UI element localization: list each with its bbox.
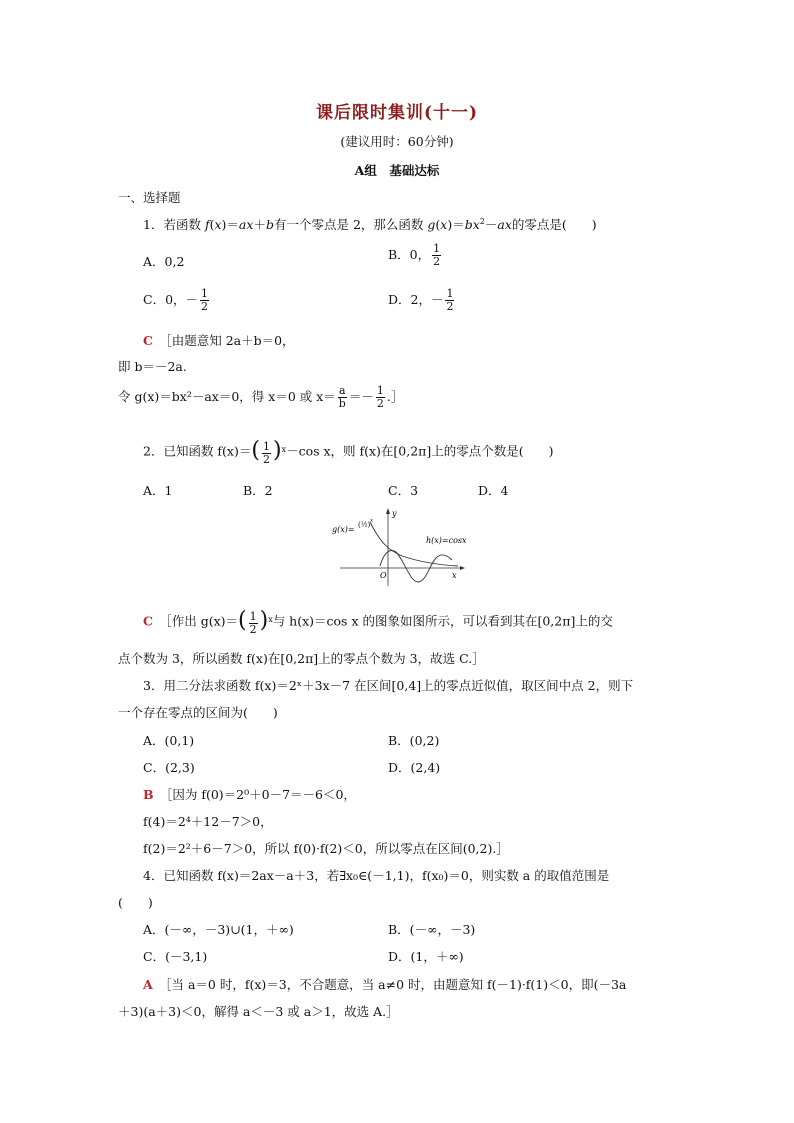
q3-option-d: D．(2,4) — [388, 760, 441, 775]
fraction-half: $\frac{1}{2}$ — [376, 384, 384, 410]
origin-label: O — [380, 571, 387, 580]
x-axis-arrow-icon — [460, 566, 465, 570]
q1-solution-line3: 令 g(x)＝bx²－ax＝0，得 x＝0 或 x＝ $\frac{a}{b}$ ＝－ $\frac{1}{2}$ .］ — [118, 384, 404, 410]
half-power-x: ( $\frac{1}{2}$ )$^x$ — [251, 438, 287, 466]
q2-option-d: D．4 — [478, 483, 509, 498]
fraction-half: $\frac{1}{2}$ — [433, 242, 441, 268]
q3-answer: B — [143, 787, 154, 802]
page-title: 课后限时集训(十一) — [315, 103, 479, 123]
fraction-a-over-b: $\frac{a}{b}$ — [338, 384, 346, 410]
q2-solution-line2: 点个数为 3，所以函数 f(x)在[0,2π]上的零点个数为 3，故选 C.］ — [118, 651, 485, 666]
q3-option-c: C．(2,3) — [143, 760, 195, 775]
q1-solution-line1: C ［由题意知 2a＋b＝0， — [143, 333, 295, 348]
q4-stem-line1: 4．已知函数 f(x)＝2ax－a＋3，若∃x₀∈(－1,1)，f(x₀)＝0，则实数 a 的取值范围是 — [143, 868, 610, 883]
q4-option-b: B．(－∞，－3) — [388, 922, 476, 937]
q3-solution-line2: f(4)＝2⁴＋12－7＞0， — [143, 814, 273, 829]
y-axis-label: y — [392, 509, 397, 518]
group-heading: A组 基础达标 — [354, 163, 440, 178]
q2-option-c: C．3 — [388, 483, 419, 498]
q1-option-b: B．0， $\frac{1}{2}$ — [388, 242, 441, 268]
q2-option-b: B．2 — [243, 483, 273, 498]
q1-option-c: C．0，－ $\frac{1}{2}$ — [143, 287, 209, 313]
fraction-half: $\frac{1}{2}$ — [201, 287, 209, 313]
q2-option-a: A．1 — [143, 483, 173, 498]
x-axis-label: x — [452, 571, 457, 580]
g-label-exp: x — [370, 518, 374, 524]
q4-option-c: C．(－3,1) — [143, 949, 208, 964]
g-label: g(x)= — [332, 525, 355, 534]
y-axis-arrow-icon — [386, 508, 390, 514]
q1-stem: 1．若函数 f(x)＝ax＋b有一个零点是 2，那么函数 $g(x)=bx^2-ax$的零点是( ) — [143, 216, 597, 232]
q4-stem-line2: ( ) — [118, 895, 153, 910]
q1-solution-line2: 即 b＝－2a. — [118, 359, 187, 374]
q4-option-d: D．(1，＋∞) — [388, 949, 464, 964]
q4-option-a: A．(－∞，－3)∪(1，＋∞) — [143, 922, 294, 937]
q3-stem-line2: 一个存在零点的区间为( ) — [118, 705, 278, 720]
q4-solution-line1: A ［当 a＝0 时，f(x)＝3，不合题意，当 a≠0 时，由题意知 f(－1)·f(1)＜0，即(－3a — [143, 977, 627, 992]
q1-option-a: A．0,2 — [143, 254, 185, 269]
time-hint: (建议用时：60分钟) — [340, 134, 454, 149]
function-graph — [330, 508, 480, 588]
fraction-half: $\frac{1}{2}$ — [446, 287, 454, 313]
q1-option-d: D．2，－ $\frac{1}{2}$ — [388, 287, 454, 313]
q2-answer: C — [143, 613, 153, 629]
q3-solution-line3: f(2)＝2²＋6－7＞0，所以 f(0)·f(2)＜0，所以零点在区间(0,2).］ — [143, 841, 509, 856]
section-heading: 一、选择题 — [118, 190, 181, 205]
q3-option-a: A．(0,1) — [143, 733, 195, 748]
q3-option-b: B．(0,2) — [388, 733, 440, 748]
q4-answer: A — [143, 977, 153, 992]
q4-solution-line2: ＋3)(a＋3)＜0，解得 a＜－3 或 a＞1，故选 A.］ — [118, 1004, 399, 1019]
q2-stem: 2．已知函数 f(x)＝( $\frac{1}{2}$ )$^x$－cos x，则 f(x)在[0,2π]上的零点个数是( ) — [143, 438, 554, 466]
q3-stem-line1: 3．用二分法求函数 f(x)＝2ˣ＋3x－7 在区间[0,4]上的零点近似值，取区间中点 2，则下 — [143, 678, 634, 693]
q2-solution-line1: C ［作出 g(x)＝( $\frac{1}{2}$ )$^x$与 h(x)＝cos x 的图象如图所示，可以看到其在[0,2π]上的交 — [143, 608, 613, 636]
q3-solution-line1: B ［因为 f(0)＝2⁰＋0－7＝－6＜0， — [143, 787, 356, 802]
g-label-base: (½) — [358, 521, 371, 529]
half-power-x: ( $\frac{1}{2}$ )$^x$ — [238, 608, 273, 636]
h-curve — [380, 551, 452, 582]
h-label: h(x)=cosx — [426, 536, 467, 545]
q1-answer: C — [143, 333, 153, 348]
